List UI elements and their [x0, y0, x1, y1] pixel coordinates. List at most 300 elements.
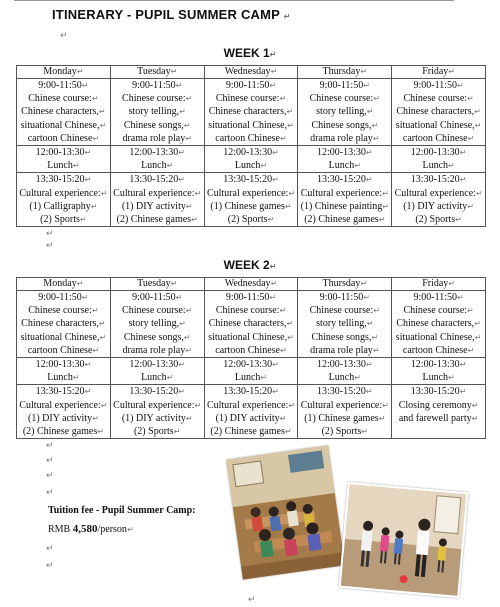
cell-line — [18, 79, 109, 92]
day-name: Wednesday — [224, 66, 271, 77]
cell-text: Lunch — [422, 160, 449, 172]
cell-line — [393, 92, 484, 105]
cell-mark: ↵ — [99, 332, 107, 342]
week2-schedule-table — [16, 277, 486, 439]
day-header — [17, 66, 111, 79]
currency: RMB — [48, 524, 71, 535]
cell-line — [112, 159, 203, 172]
cell-line — [299, 371, 390, 384]
cell-text: Chinese course: — [28, 93, 92, 105]
cell-line — [206, 105, 297, 118]
cell-text: (1) DIY activity — [403, 200, 468, 212]
cell-line — [112, 213, 203, 226]
cell-mark: ↵ — [360, 67, 368, 76]
cell-text: (2) Sports — [415, 214, 456, 226]
cell-line — [393, 331, 484, 344]
cell-text: (2) Sports — [321, 426, 362, 438]
day-name: Tuesday — [137, 66, 171, 77]
cell-line — [206, 92, 297, 105]
cell-text: 9:00-11:50 — [132, 80, 176, 91]
afternoon-cell — [298, 173, 392, 227]
cell-mark: ↵ — [467, 201, 474, 211]
cell-line — [393, 358, 484, 371]
cell-line — [112, 412, 203, 425]
cell-mark: ↵ — [84, 360, 92, 370]
cell-line — [206, 371, 297, 384]
cell-text: 13:30-15:20 — [223, 386, 273, 398]
cell-text: 12:00-13:30 — [35, 359, 85, 371]
cell-text: (1) Chinese games — [210, 200, 285, 212]
cell-text: Lunch — [47, 372, 73, 384]
day-name: Wednesday — [224, 278, 271, 289]
cell-text: (2) Chinese games — [210, 426, 285, 438]
afternoon-row — [17, 385, 486, 439]
paragraph-mark: ↵ — [46, 470, 54, 480]
morning-cell — [298, 291, 392, 358]
afternoon-cell — [392, 385, 486, 439]
cell-line — [18, 187, 109, 200]
cell-line — [18, 92, 109, 105]
cell-mark: ↵ — [373, 306, 380, 316]
cell-line — [18, 159, 109, 172]
lunch-cell — [298, 358, 392, 385]
afternoon-cell — [204, 385, 298, 439]
cell-line — [112, 371, 203, 384]
lunch-cell — [392, 146, 486, 173]
cell-line — [393, 105, 484, 118]
cell-mark: ↵ — [457, 81, 464, 90]
cell-mark: ↵ — [471, 413, 479, 423]
morning-cell — [298, 79, 392, 146]
page-title: ITINERARY - PUPIL SUMMER CAMP ↵ — [52, 7, 291, 22]
morning-cell — [392, 291, 486, 358]
day-name: Tuesday — [137, 278, 171, 289]
cell-mark: ↵ — [267, 215, 275, 225]
cell-text: 12:00-13:30 — [223, 359, 273, 371]
cell-text: Lunch — [234, 372, 261, 384]
cell-line — [299, 304, 390, 317]
cell-line — [299, 146, 390, 159]
cell-line — [206, 119, 297, 132]
cell-line — [393, 79, 484, 92]
cell-mark: ↵ — [84, 387, 92, 397]
cell-line — [206, 385, 297, 398]
cell-mark: ↵ — [459, 360, 467, 370]
cell-mark: ↵ — [467, 94, 474, 104]
cell-mark: ↵ — [194, 400, 202, 410]
cell-line — [112, 385, 203, 398]
cell-mark: ↵ — [361, 427, 368, 437]
cell-mark: ↵ — [178, 360, 185, 370]
cell-text: cartoon Chinese — [27, 132, 93, 144]
cell-mark: ↵ — [474, 120, 482, 130]
cell-mark: ↵ — [91, 306, 99, 316]
cell-text: Cultural experience: — [206, 187, 289, 199]
cell-line — [112, 119, 203, 132]
afternoon-cell — [17, 385, 111, 439]
morning-cell — [204, 291, 298, 358]
day-header — [17, 278, 111, 291]
cell-mark: ↵ — [170, 67, 178, 76]
cell-text: cartoon Chinese — [402, 344, 468, 356]
cell-line — [299, 291, 390, 304]
cell-line — [18, 331, 109, 344]
lunch-row — [17, 146, 486, 173]
day-header — [204, 278, 298, 291]
cell-line — [393, 291, 484, 304]
cell-text: situational Chinese, — [208, 331, 288, 343]
morning-cell — [204, 79, 298, 146]
cell-line — [393, 399, 484, 412]
week1-schedule-table — [16, 65, 486, 227]
day-header — [204, 66, 298, 79]
cell-text: drama role play — [122, 132, 186, 144]
cell-text: and farewell party — [398, 412, 472, 424]
cell-line — [393, 146, 484, 159]
cell-text: Cultural experience: — [113, 399, 195, 411]
cell-line — [393, 371, 484, 384]
cell-mark: ↵ — [474, 107, 481, 117]
day-header — [298, 278, 392, 291]
afternoon-cell — [392, 173, 486, 227]
cell-mark: ↵ — [474, 319, 481, 329]
cell-text: Chinese course: — [122, 305, 186, 317]
cell-mark: ↵ — [269, 81, 277, 90]
classroom-photo-icon — [226, 445, 345, 579]
cell-mark: ↵ — [84, 175, 92, 185]
cell-text: (2) Chinese games — [304, 214, 379, 226]
cell-text: (1) Calligraphy — [29, 200, 91, 212]
cell-text: Cultural experience: — [394, 187, 476, 199]
cell-text: situational Chinese, — [20, 331, 100, 343]
cell-mark: ↵ — [183, 120, 191, 130]
cell-line — [299, 132, 390, 145]
cell-mark: ↵ — [185, 133, 192, 143]
cell-text: Chinese songs, — [123, 331, 184, 343]
cell-mark: ↵ — [372, 345, 380, 355]
cell-mark: ↵ — [166, 161, 174, 171]
cell-line — [206, 399, 297, 412]
cell-text: Chinese course: — [309, 93, 374, 105]
cell-line — [18, 213, 109, 226]
paragraph-mark: ↵ — [248, 594, 256, 604]
cell-line — [393, 132, 484, 145]
cell-text: Chinese songs, — [311, 119, 372, 131]
cell-text: drama role play — [122, 344, 186, 356]
cell-mark: ↵ — [287, 120, 294, 130]
cell-line — [299, 79, 390, 92]
cell-text: Chinese course: — [122, 93, 186, 105]
cell-text: Lunch — [234, 160, 261, 172]
cell-text: 12:00-13:30 — [410, 359, 460, 371]
cell-line — [18, 358, 109, 371]
day-name: Thursday — [322, 66, 361, 77]
cell-text: cartoon Chinese — [27, 344, 93, 356]
paragraph-mark: ↵ — [46, 543, 54, 553]
day-name: Friday — [422, 66, 449, 77]
cell-mark: ↵ — [100, 400, 108, 410]
cell-mark: ↵ — [354, 161, 361, 171]
cell-mark: ↵ — [378, 413, 386, 423]
cell-line — [112, 304, 203, 317]
cell-mark: ↵ — [471, 400, 479, 410]
cell-line — [206, 79, 297, 92]
dance-activity-photo-icon — [341, 484, 466, 596]
cell-mark: ↵ — [178, 175, 185, 185]
unit: /person — [97, 524, 127, 535]
classroom-photo — [226, 445, 345, 579]
cell-text: 13:30-15:20 — [316, 386, 366, 398]
cell-mark: ↵ — [459, 175, 467, 185]
cell-mark: ↵ — [467, 345, 475, 355]
cell-text: 9:00-11:50 — [319, 80, 364, 91]
cell-mark: ↵ — [185, 94, 193, 104]
week2-heading: WEEK 2↵ — [223, 258, 277, 272]
cell-line — [206, 317, 297, 330]
cell-text: Chinese characters, — [21, 318, 99, 330]
cell-text: (1) DIY activity — [215, 412, 280, 424]
cell-line — [112, 399, 203, 412]
cell-line — [112, 187, 203, 200]
cell-text: situational Chinese, — [20, 119, 100, 131]
cell-text: story telling, — [316, 106, 367, 118]
cell-mark: ↵ — [288, 400, 296, 410]
cell-text: drama role play — [310, 344, 373, 356]
cell-text: Cultural experience: — [300, 187, 383, 199]
cell-line — [299, 358, 390, 371]
cell-mark: ↵ — [354, 373, 361, 383]
cell-line — [299, 187, 390, 200]
cell-text: Lunch — [328, 372, 355, 384]
cell-mark: ↵ — [365, 387, 373, 397]
cell-mark: ↵ — [459, 387, 467, 397]
morning-cell — [392, 79, 486, 146]
cell-line — [393, 119, 484, 132]
cell-text: 13:30-15:20 — [129, 386, 179, 398]
cell-line — [299, 200, 390, 213]
amount: 4,580 — [72, 523, 98, 535]
cell-mark: ↵ — [448, 373, 455, 383]
cell-text: 9:00-11:50 — [38, 292, 82, 303]
cell-line — [299, 159, 390, 172]
cell-mark: ↵ — [365, 360, 373, 370]
cell-mark: ↵ — [260, 161, 268, 171]
afternoon-cell — [110, 385, 204, 439]
paragraph-mark: ↵ — [46, 487, 54, 497]
cell-line — [18, 132, 109, 145]
cell-mark: ↵ — [76, 279, 84, 288]
cell-mark: ↵ — [365, 148, 373, 158]
day-name: Friday — [422, 278, 449, 289]
cell-mark: ↵ — [286, 319, 294, 329]
day-name: Monday — [43, 66, 77, 77]
cell-text: story telling, — [128, 106, 180, 118]
cell-text: (2) Chinese games — [22, 426, 98, 438]
cell-text: 13:30-15:20 — [316, 174, 366, 186]
cell-mark: ↵ — [76, 67, 84, 76]
cell-text: Lunch — [422, 372, 449, 384]
cell-text: situational Chinese, — [395, 331, 475, 343]
cell-line — [18, 200, 109, 213]
cell-text: 9:00-11:50 — [413, 292, 457, 303]
cell-mark: ↵ — [185, 345, 192, 355]
cell-mark: ↵ — [382, 188, 389, 198]
cell-mark: ↵ — [272, 148, 279, 158]
cell-text: 9:00-11:50 — [132, 292, 176, 303]
cell-text: Cultural experience: — [19, 399, 101, 411]
cell-mark: ↵ — [92, 413, 99, 423]
cell-mark: ↵ — [373, 94, 380, 104]
cell-line — [18, 304, 109, 317]
lunch-cell — [298, 146, 392, 173]
cell-mark: ↵ — [84, 148, 92, 158]
cell-mark: ↵ — [279, 345, 287, 355]
morning-cell — [17, 291, 111, 358]
cell-line — [18, 105, 109, 118]
day-header-row — [17, 66, 486, 79]
cell-line — [112, 79, 203, 92]
cell-line — [206, 344, 297, 357]
lunch-cell — [204, 358, 298, 385]
cell-text: 12:00-13:30 — [129, 147, 179, 159]
morning-row — [17, 291, 486, 358]
cell-text: Chinese course: — [403, 93, 468, 105]
cell-text: 9:00-11:50 — [225, 292, 270, 303]
cell-text: 13:30-15:20 — [410, 174, 460, 186]
cell-text: 13:30-15:20 — [129, 174, 179, 186]
cell-text: Closing ceremony — [398, 399, 472, 411]
cell-text: (2) Sports — [133, 426, 174, 438]
lunch-cell — [392, 358, 486, 385]
cell-line — [112, 146, 203, 159]
lunch-cell — [17, 358, 111, 385]
cell-line — [393, 385, 484, 398]
cell-text: cartoon Chinese — [402, 132, 468, 144]
cell-mark: ↵ — [365, 175, 373, 185]
cell-mark: ↵ — [185, 306, 193, 316]
cell-mark: ↵ — [179, 107, 186, 117]
cell-line — [206, 358, 297, 371]
cell-text: drama role play — [310, 132, 373, 144]
afternoon-cell — [17, 173, 111, 227]
paragraph-mark: ↵ — [46, 440, 54, 450]
cell-line — [393, 412, 484, 425]
cell-text: story telling, — [128, 318, 180, 330]
cell-line — [112, 132, 203, 145]
cell-line — [299, 412, 390, 425]
paragraph-mark: ↵ — [46, 240, 54, 250]
dance-activity-photo — [339, 482, 469, 598]
cell-line — [206, 331, 297, 344]
cell-text: Chinese course: — [215, 305, 280, 317]
cell-text: cartoon Chinese — [215, 344, 280, 356]
cell-line — [112, 425, 203, 438]
cell-text: Chinese songs, — [311, 331, 372, 343]
cell-mark: ↵ — [91, 94, 99, 104]
cell-mark: ↵ — [175, 81, 183, 90]
cell-line — [299, 385, 390, 398]
cell-text: Chinese songs, — [123, 119, 184, 131]
cell-mark: ↵ — [194, 188, 202, 198]
cell-text: 9:00-11:50 — [225, 80, 270, 91]
cell-mark: ↵ — [366, 107, 374, 117]
cell-mark: ↵ — [183, 332, 191, 342]
cell-text: Chinese characters, — [21, 106, 99, 118]
cell-text: 12:00-13:30 — [410, 147, 460, 159]
cell-line — [18, 344, 109, 357]
cell-line — [393, 200, 484, 213]
cell-line — [18, 146, 109, 159]
cell-line — [299, 92, 390, 105]
cell-line — [299, 119, 390, 132]
cell-mark: ↵ — [378, 215, 386, 225]
cell-line — [299, 399, 390, 412]
cell-text: Chinese course: — [309, 305, 374, 317]
tuition-label: Tuition fee - Pupil Summer Camp: — [48, 505, 196, 516]
paragraph-mark: ↵ — [46, 228, 54, 238]
day-name: Monday — [43, 278, 77, 289]
cell-mark: ↵ — [179, 319, 186, 329]
cell-line — [393, 213, 484, 226]
paragraph-mark: ↵ — [60, 30, 68, 40]
cell-mark: ↵ — [363, 81, 370, 90]
paragraph-mark: ↵ — [46, 560, 54, 570]
cell-mark: ↵ — [81, 293, 89, 302]
cell-mark: ↵ — [457, 293, 464, 302]
cell-line — [18, 317, 109, 330]
cell-mark: ↵ — [372, 133, 380, 143]
cell-text: 13:30-15:20 — [35, 174, 85, 186]
afternoon-row — [17, 173, 486, 227]
morning-cell — [110, 291, 204, 358]
morning-cell — [110, 79, 204, 146]
cell-line — [112, 358, 203, 371]
cell-text: Lunch — [328, 160, 355, 172]
morning-row — [17, 79, 486, 146]
cell-text: 9:00-11:50 — [413, 80, 457, 91]
cell-mark: ↵ — [92, 133, 100, 143]
cell-line — [393, 304, 484, 317]
cell-line — [112, 291, 203, 304]
cell-line — [206, 132, 297, 145]
cell-line — [112, 105, 203, 118]
cell-line — [299, 425, 390, 438]
cell-mark: ↵ — [448, 161, 455, 171]
cell-text: (2) Sports — [227, 214, 268, 226]
afternoon-cell — [298, 385, 392, 439]
cell-text: 12:00-13:30 — [223, 147, 273, 159]
cell-mark: ↵ — [79, 215, 87, 225]
cell-line — [18, 425, 109, 438]
day-header-row — [17, 278, 486, 291]
cell-mark: ↵ — [270, 67, 278, 76]
cell-mark: ↵ — [100, 188, 108, 198]
cell-line — [206, 213, 297, 226]
cell-text: Chinese characters, — [208, 106, 287, 118]
cell-line — [206, 304, 297, 317]
cell-mark: ↵ — [185, 201, 193, 211]
cell-text: situational Chinese, — [208, 119, 288, 131]
cell-mark: ↵ — [448, 279, 455, 288]
cell-mark: ↵ — [284, 201, 292, 211]
cell-text: (1) DIY activity — [121, 412, 186, 424]
cell-text: (1) DIY activity — [121, 200, 186, 212]
cell-line — [206, 159, 297, 172]
cell-mark: ↵ — [279, 306, 287, 316]
cell-mark: ↵ — [459, 148, 467, 158]
cell-mark: ↵ — [279, 94, 287, 104]
cell-text: Lunch — [141, 372, 167, 384]
